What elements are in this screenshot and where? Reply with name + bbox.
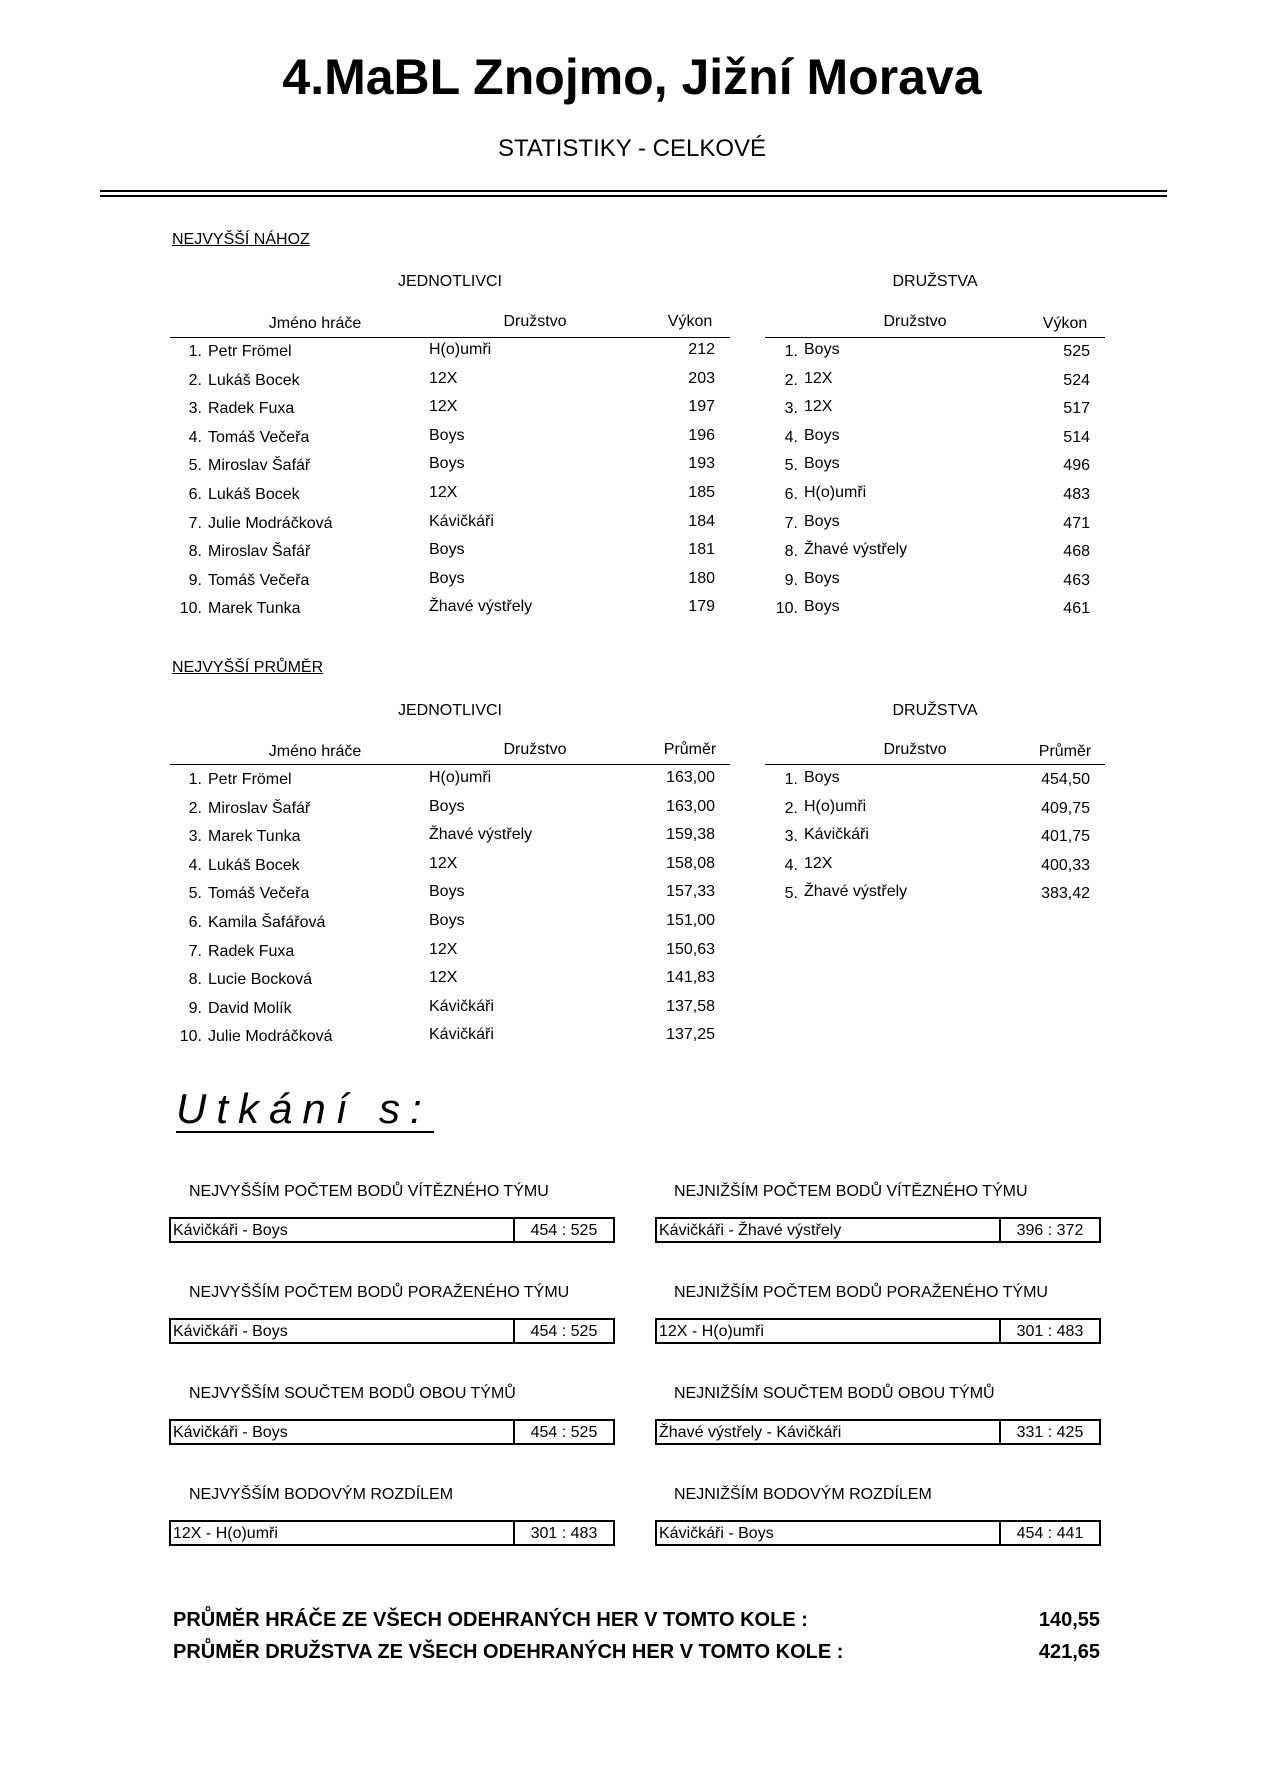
- title-divider-top: [100, 190, 1167, 192]
- matches-title: Utkání s:: [176, 1085, 432, 1132]
- nahoz-header-player: Jméno hráče: [268, 315, 362, 332]
- row-rank: 6.: [188, 914, 202, 931]
- row-rank: 7.: [188, 514, 202, 532]
- match-box: [655, 1318, 1101, 1344]
- team-value: 383,42: [1041, 885, 1090, 903]
- table-row: [0, 600, 1264, 620]
- player-team: Boys: [429, 797, 465, 815]
- match-teams: Kávičkáři - Boys: [173, 1424, 288, 1441]
- row-rank: 7.: [188, 942, 202, 960]
- table-row: [0, 569, 1264, 592]
- nahoz-teams-header-value: Výkon: [1042, 315, 1088, 332]
- table-row: [0, 543, 1264, 563]
- nahoz-teams-header-team: Družstvo: [883, 313, 947, 330]
- player-value: 196: [688, 426, 715, 444]
- player-team: Boys: [429, 455, 465, 473]
- match-category-label: NEJNIŽŠÍM POČTEM BODŮ PORAŽENÉHO TÝMU: [674, 1284, 1048, 1301]
- player-value: 151,00: [666, 912, 715, 929]
- team-value: 496: [1063, 457, 1090, 475]
- table-row: [0, 828, 1264, 848]
- table-row: [0, 914, 740, 934]
- player-name: David Molík: [208, 999, 292, 1017]
- team-name: Boys: [804, 426, 840, 444]
- player-value: 181: [688, 541, 715, 559]
- row-rank: 10.: [775, 600, 798, 618]
- match-category-label: NEJVYŠŠÍM POČTEM BODŮ VÍTĚZNÉHO TÝMU: [189, 1183, 549, 1200]
- player-value: 158,08: [666, 854, 715, 872]
- player-team: Kávičkáři: [429, 1026, 494, 1044]
- match-score: 301 : 483: [999, 1320, 1099, 1342]
- match-score: 454 : 441: [999, 1522, 1099, 1544]
- team-value: 517: [1063, 400, 1090, 418]
- row-rank: 8.: [188, 971, 202, 989]
- match-teams: Kávičkáři - Boys: [173, 1323, 288, 1340]
- team-name: 12X: [804, 854, 833, 872]
- player-name: Petr Frömel: [208, 343, 292, 360]
- table-row: [0, 971, 740, 991]
- team-value: 483: [1063, 486, 1090, 503]
- team-value: 401,75: [1041, 828, 1090, 846]
- player-value: 141,83: [666, 969, 715, 987]
- row-rank: 10.: [179, 1028, 202, 1046]
- player-value: 157,33: [666, 883, 715, 901]
- player-team: Boys: [429, 883, 465, 901]
- player-value: 203: [688, 369, 715, 387]
- matches-title-underline: [176, 1131, 434, 1133]
- match-box: [169, 1419, 615, 1445]
- team-value: 461: [1063, 600, 1090, 618]
- nahoz-section-title: NEJVYŠŠÍ NÁHOZ: [172, 231, 310, 248]
- table-row: [0, 1028, 740, 1048]
- row-rank: 4.: [784, 428, 798, 446]
- player-value: 159,38: [666, 826, 715, 844]
- player-team: 12X: [429, 484, 458, 501]
- team-value: 463: [1063, 571, 1090, 589]
- team-name: Kávičkáři: [804, 826, 869, 844]
- match-category-label: NEJVYŠŠÍM SOUČTEM BODŮ OBOU TÝMŮ: [189, 1385, 516, 1402]
- match-box: [655, 1419, 1101, 1445]
- row-rank: 3.: [188, 400, 202, 418]
- table-row: [0, 400, 1264, 420]
- player-team: Kávičkáři: [429, 512, 494, 530]
- team-name: Boys: [804, 341, 840, 358]
- player-name: Tomáš Večeřa: [208, 428, 310, 446]
- player-team: 12X: [429, 398, 458, 416]
- row-rank: 5.: [784, 457, 798, 475]
- team-value: 468: [1063, 543, 1090, 561]
- row-rank: 4.: [188, 856, 202, 874]
- row-rank: 1.: [188, 343, 202, 360]
- player-name: Lukáš Bocek: [208, 486, 300, 503]
- player-name: Lucie Bocková: [208, 971, 313, 989]
- prumer-section-title: NEJVYŠŠÍ PRŮMĚR: [172, 659, 324, 676]
- player-value: 137,25: [666, 1026, 715, 1044]
- player-value: 163,00: [666, 797, 715, 815]
- match-box: [169, 1318, 615, 1344]
- match-teams: 12X - H(o)umři: [173, 1525, 278, 1542]
- player-team: Žhavé výstřely: [429, 598, 533, 616]
- player-team: Boys: [429, 426, 465, 444]
- page-title: 4.MaBL Znojmo, Jižní Morava: [282, 49, 982, 105]
- player-average-label: PRŮMĚR HRÁČE ZE VŠECH ODEHRANÝCH HER V TOMTO KOLE :: [173, 1609, 808, 1631]
- team-name: Boys: [804, 769, 840, 786]
- nahoz-individuals-header-line: [170, 337, 730, 338]
- team-name: Boys: [804, 455, 840, 473]
- row-rank: 5.: [188, 457, 202, 475]
- team-name: H(o)umři: [804, 484, 867, 501]
- team-value: 400,33: [1041, 856, 1090, 874]
- match-category-label: NEJNIŽŠÍM BODOVÝM ROZDÍLEM: [674, 1486, 932, 1503]
- row-rank: 3.: [784, 400, 798, 418]
- player-value: 193: [688, 455, 715, 473]
- match-box: [169, 1520, 615, 1546]
- player-name: Radek Fuxa: [208, 400, 295, 418]
- page-subtitle: STATISTIKY - CELKOVÉ: [497, 135, 767, 162]
- nahoz-teams-title: DRUŽSTVA: [892, 273, 978, 290]
- team-value: 471: [1063, 514, 1090, 532]
- player-value: 137,58: [666, 997, 715, 1015]
- team-average-value: 421,65: [1038, 1641, 1100, 1663]
- row-rank: 1.: [784, 343, 798, 360]
- player-name: Lukáš Bocek: [208, 371, 300, 389]
- match-score: 454 : 525: [513, 1219, 613, 1241]
- team-name: H(o)umři: [804, 797, 867, 815]
- table-row: [0, 797, 1264, 820]
- player-team: 12X: [429, 969, 458, 987]
- match-teams: Kávičkáři - Žhavé výstřely: [659, 1222, 842, 1239]
- player-value: 179: [688, 598, 715, 616]
- team-value: 514: [1063, 428, 1090, 446]
- prumer-teams-header-value: Průměr: [1038, 743, 1092, 760]
- match-score: 301 : 483: [513, 1522, 613, 1544]
- table-row: [0, 486, 1264, 506]
- player-team: 12X: [429, 854, 458, 872]
- player-average-value: 140,55: [1038, 1609, 1100, 1631]
- match-score: 396 : 372: [999, 1219, 1099, 1241]
- row-rank: 1.: [784, 771, 798, 788]
- player-value: 150,63: [666, 940, 715, 958]
- row-rank: 4.: [784, 856, 798, 874]
- prumer-header-player: Jméno hráče: [268, 743, 362, 760]
- row-rank: 2.: [784, 371, 798, 389]
- team-name: Boys: [804, 569, 840, 587]
- player-team: H(o)umři: [429, 341, 492, 358]
- row-rank: 9.: [188, 571, 202, 589]
- prumer-header-value: Průměr: [663, 741, 717, 758]
- title-divider-bottom: [100, 195, 1167, 197]
- player-team: Boys: [429, 569, 465, 587]
- row-rank: 7.: [784, 514, 798, 532]
- prumer-teams-header-team: Družstvo: [883, 741, 947, 758]
- player-team: H(o)umři: [429, 769, 492, 786]
- player-value: 180: [688, 569, 715, 587]
- row-rank: 9.: [188, 999, 202, 1017]
- row-rank: 8.: [784, 543, 798, 561]
- match-teams: Kávičkáři - Boys: [173, 1222, 288, 1239]
- team-name: Žhavé výstřely: [804, 541, 908, 559]
- match-category-label: NEJNIŽŠÍM POČTEM BODŮ VÍTĚZNÉHO TÝMU: [674, 1183, 1028, 1200]
- row-rank: 1.: [188, 771, 202, 788]
- player-team: Žhavé výstřely: [429, 826, 533, 844]
- team-name: Žhavé výstřely: [804, 883, 908, 901]
- match-category-label: NEJNIŽŠÍM SOUČTEM BODŮ OBOU TÝMŮ: [674, 1385, 995, 1402]
- prumer-teams-header-line: [765, 764, 1105, 765]
- player-team: 12X: [429, 940, 458, 958]
- player-value: 184: [688, 512, 715, 530]
- team-name: 12X: [804, 369, 833, 387]
- prumer-individuals-title: JEDNOTLIVCI: [397, 702, 502, 719]
- row-rank: 3.: [784, 828, 798, 846]
- prumer-teams-title: DRUŽSTVA: [892, 702, 978, 719]
- table-row: [0, 771, 1264, 791]
- player-name: Miroslav Šafář: [208, 543, 311, 561]
- nahoz-teams-header-line: [765, 337, 1105, 338]
- match-category-label: NEJVYŠŠÍM BODOVÝM ROZDÍLEM: [189, 1486, 454, 1503]
- match-score: 454 : 525: [513, 1320, 613, 1342]
- row-rank: 10.: [179, 600, 202, 618]
- table-row: [0, 426, 1264, 449]
- match-teams: Kávičkáři - Boys: [659, 1525, 774, 1542]
- nahoz-individuals-title: JEDNOTLIVCI: [397, 273, 502, 290]
- team-name: 12X: [804, 398, 833, 416]
- table-row: [0, 343, 1264, 363]
- player-name: Lukáš Bocek: [208, 856, 300, 874]
- table-row: [0, 457, 1264, 477]
- team-value: 454,50: [1041, 771, 1090, 788]
- player-name: Marek Tunka: [208, 828, 301, 846]
- team-name: Boys: [804, 512, 840, 530]
- row-rank: 6.: [784, 486, 798, 503]
- team-value: 524: [1063, 371, 1090, 389]
- player-team: 12X: [429, 369, 458, 387]
- nahoz-header-value: Výkon: [667, 313, 713, 330]
- row-rank: 3.: [188, 828, 202, 846]
- table-row: [0, 997, 740, 1020]
- team-name: Boys: [804, 598, 840, 616]
- table-row: [0, 369, 1264, 392]
- player-name: Julie Modráčková: [208, 1028, 333, 1046]
- player-name: Tomáš Večeřa: [208, 885, 310, 903]
- row-rank: 2.: [188, 799, 202, 817]
- row-rank: 6.: [188, 486, 202, 503]
- player-name: Petr Frömel: [208, 771, 292, 788]
- player-team: Boys: [429, 912, 465, 929]
- player-name: Julie Modráčková: [208, 514, 333, 532]
- match-score: 331 : 425: [999, 1421, 1099, 1443]
- row-rank: 2.: [784, 799, 798, 817]
- match-box: [169, 1217, 615, 1243]
- player-value: 197: [688, 398, 715, 416]
- match-box: [655, 1217, 1101, 1243]
- player-name: Radek Fuxa: [208, 942, 295, 960]
- match-score: 454 : 525: [513, 1421, 613, 1443]
- row-rank: 5.: [784, 885, 798, 903]
- match-box: [655, 1520, 1101, 1546]
- match-category-label: NEJVYŠŠÍM POČTEM BODŮ PORAŽENÉHO TÝMU: [189, 1284, 570, 1301]
- prumer-header-team: Družstvo: [503, 741, 567, 758]
- prumer-individuals-header-line: [170, 764, 730, 765]
- row-rank: 2.: [188, 371, 202, 389]
- row-rank: 4.: [188, 428, 202, 446]
- nahoz-header-team: Družstvo: [503, 313, 567, 330]
- team-value: 525: [1063, 343, 1090, 360]
- team-value: 409,75: [1041, 799, 1090, 817]
- row-rank: 8.: [188, 543, 202, 561]
- player-team: Kávičkáři: [429, 997, 494, 1015]
- player-team: Boys: [429, 541, 465, 559]
- player-value: 185: [688, 484, 715, 501]
- table-row: [0, 940, 740, 963]
- table-row: [0, 854, 1264, 877]
- player-name: Marek Tunka: [208, 600, 301, 618]
- player-name: Tomáš Večeřa: [208, 571, 310, 589]
- table-row: [0, 885, 1264, 905]
- row-rank: 9.: [784, 571, 798, 589]
- team-average-label: PRŮMĚR DRUŽSTVA ZE VŠECH ODEHRANÝCH HER V TOMTO KOLE :: [173, 1641, 844, 1663]
- player-value: 163,00: [666, 769, 715, 786]
- match-teams: Žhavé výstřely - Kávičkáři: [659, 1424, 842, 1441]
- match-teams: 12X - H(o)umři: [659, 1323, 764, 1340]
- row-rank: 5.: [188, 885, 202, 903]
- table-row: [0, 512, 1264, 535]
- player-name: Kamila Šafářová: [208, 914, 326, 931]
- player-name: Miroslav Šafář: [208, 799, 311, 817]
- player-name: Miroslav Šafář: [208, 457, 311, 475]
- player-value: 212: [688, 341, 715, 358]
